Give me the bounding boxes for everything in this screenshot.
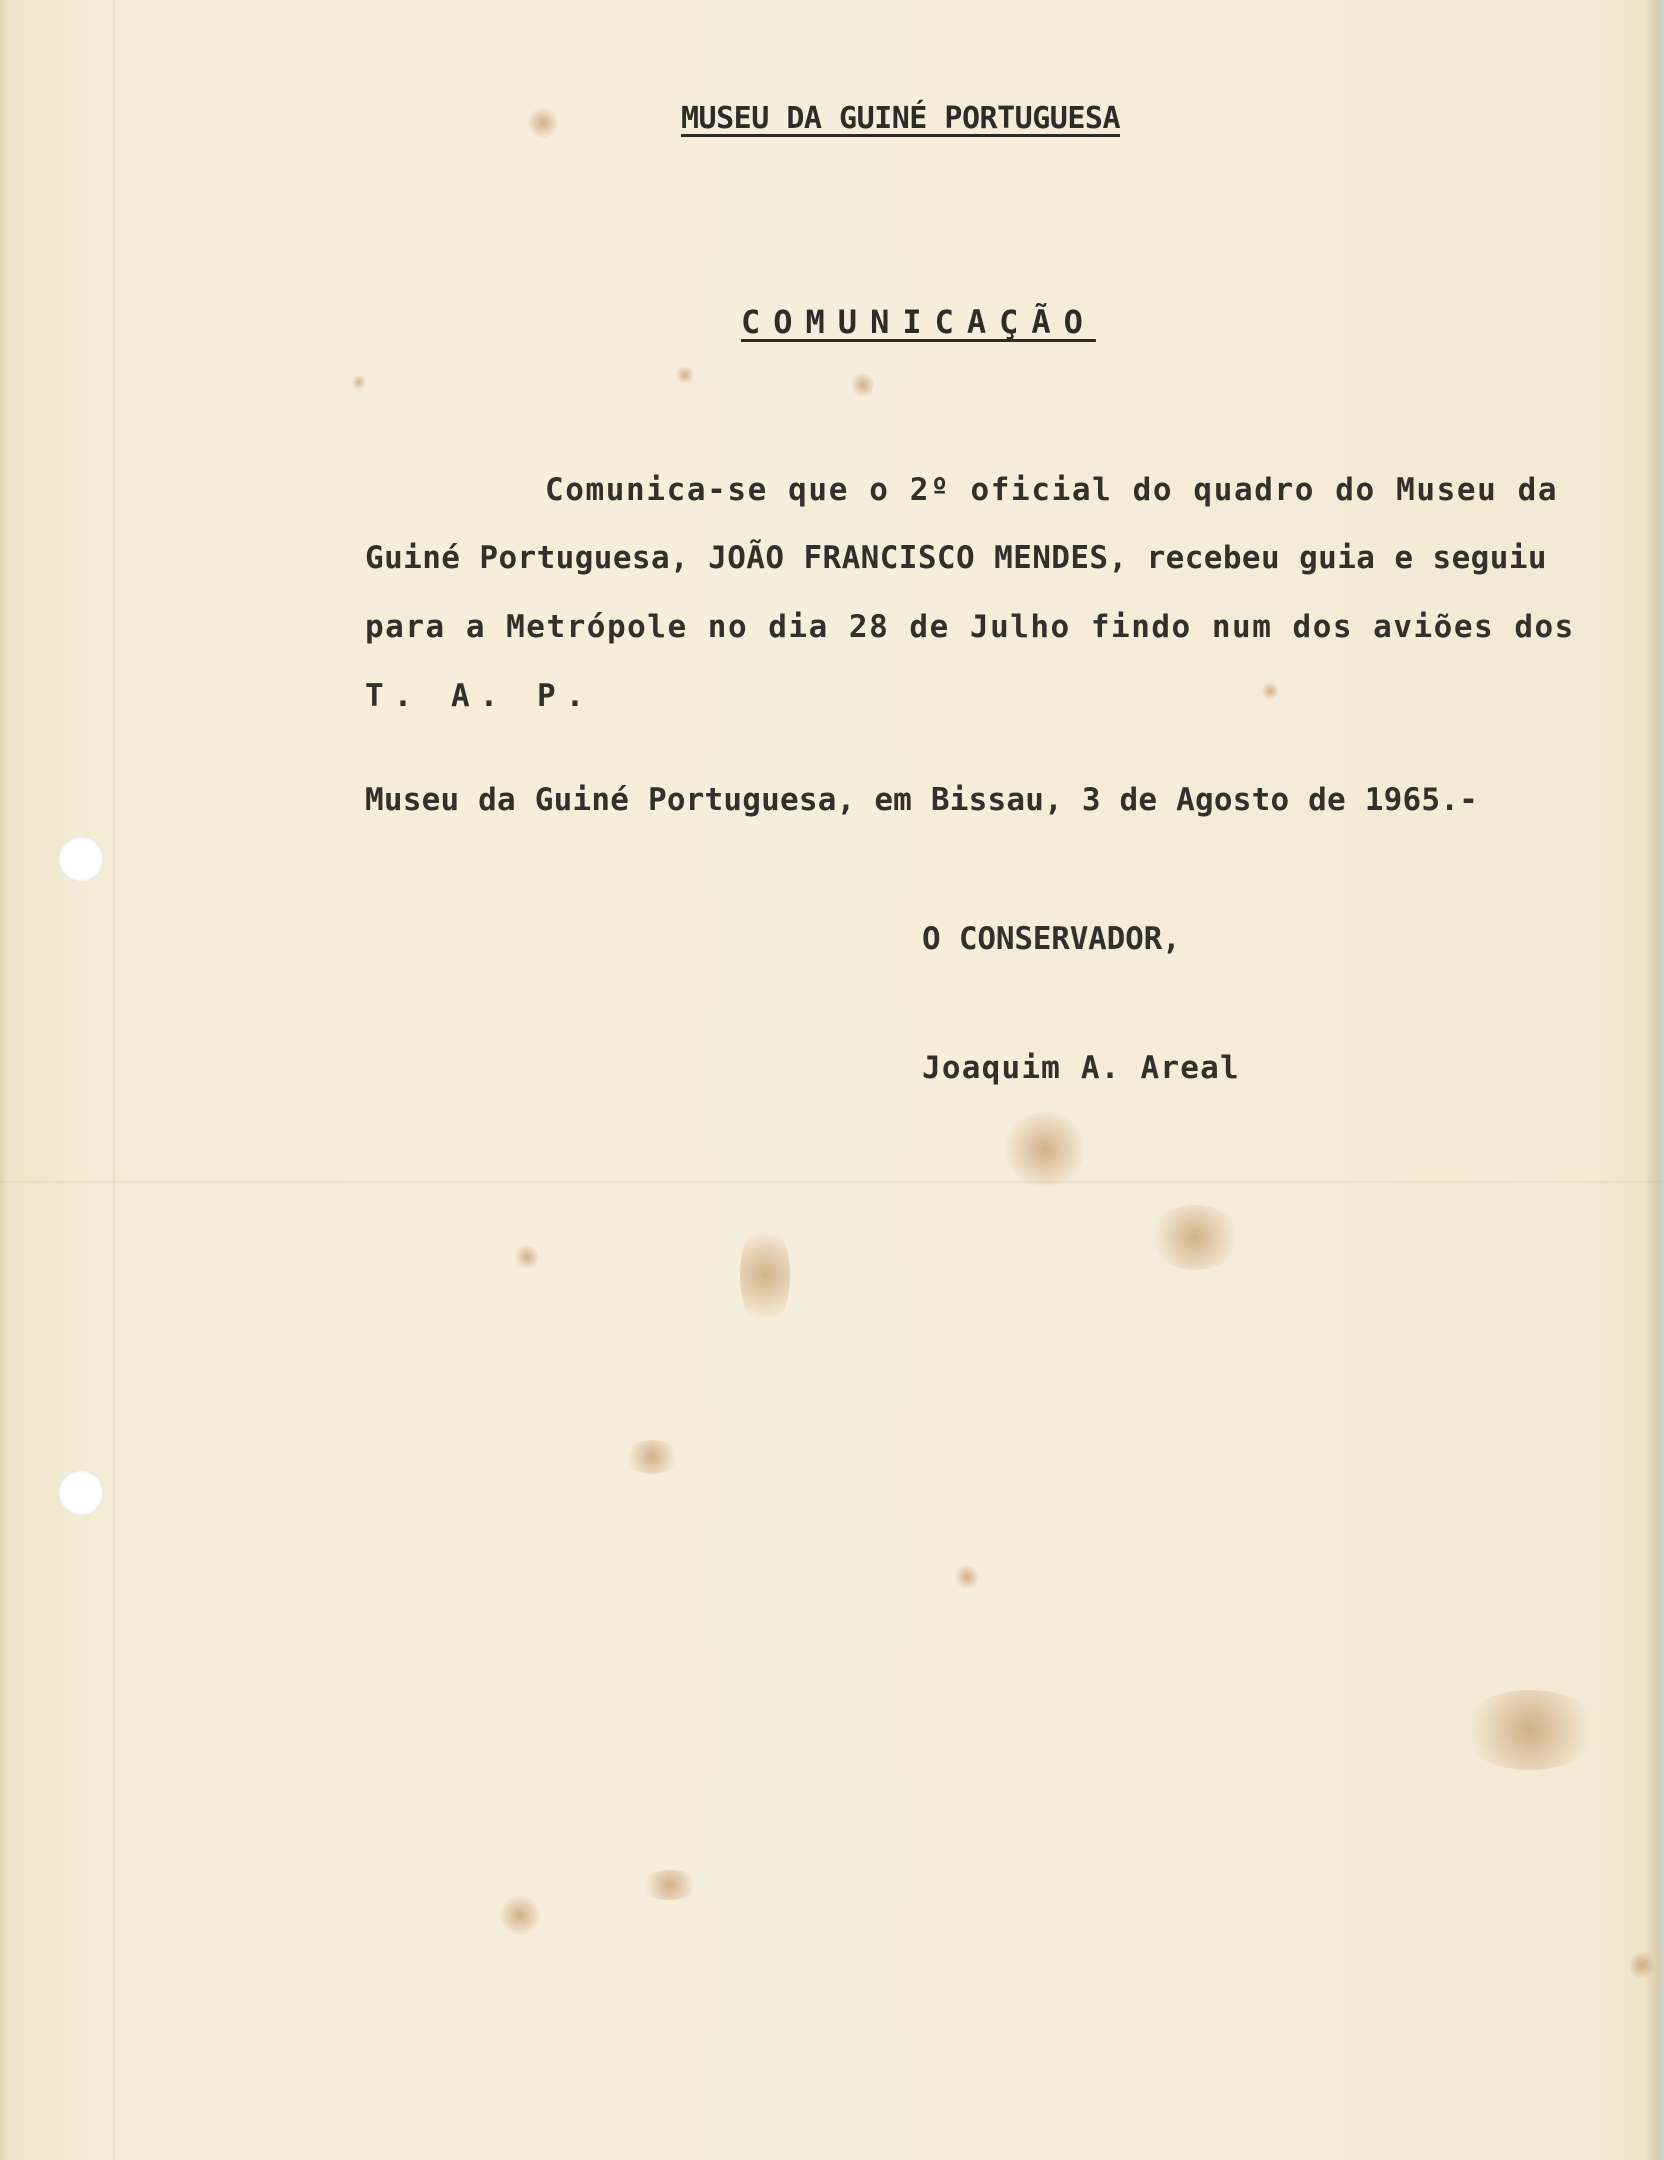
signatory-title: O CONSERVADOR, xyxy=(922,921,1181,957)
paper-fold-vertical xyxy=(112,0,116,2160)
body-line-3: para a Metrópole no dia 28 de Julho findo num dos aviões dos xyxy=(365,609,1575,645)
foxing-stain xyxy=(1150,1205,1240,1270)
foxing-stain xyxy=(1630,1950,1654,1980)
body-line-1: Comunica-se que o 2º oficial do quadro do Museu da xyxy=(545,472,1559,508)
paper-fold-horizontal xyxy=(0,1180,1664,1184)
foxing-stain xyxy=(640,1870,700,1900)
foxing-stain xyxy=(528,108,558,138)
punch-hole-upper xyxy=(58,836,104,882)
foxing-stain xyxy=(740,1220,790,1330)
foxing-stain xyxy=(1460,1690,1600,1770)
foxing-stain xyxy=(500,1895,540,1935)
foxing-stain xyxy=(515,1245,539,1269)
foxing-stain xyxy=(852,372,874,398)
body-line-2: Guiné Portuguesa, JOÃO FRANCISCO MENDES, recebeu guia e seguiu xyxy=(365,540,1547,576)
foxing-stain xyxy=(1005,1112,1085,1187)
foxing-stain xyxy=(955,1565,979,1589)
place-date-line: Museu da Guiné Portuguesa, em Bissau, 3 de Agosto de 1965.- xyxy=(365,782,1478,818)
paper-left-edge xyxy=(0,0,8,2160)
document-heading: COMUNICAÇÃO xyxy=(741,303,1096,341)
institution-title: MUSEU DA GUINÉ PORTUGUESA xyxy=(681,101,1121,136)
body-line-4: T. A. P. xyxy=(365,678,595,714)
foxing-stain xyxy=(676,366,694,384)
foxing-stain xyxy=(624,1440,680,1474)
foxing-stain xyxy=(352,375,366,389)
foxing-stain xyxy=(1262,682,1278,700)
paper-right-edge xyxy=(1644,0,1664,2160)
punch-hole-lower xyxy=(58,1470,104,1516)
signatory-name: Joaquim A. Areal xyxy=(922,1050,1240,1086)
